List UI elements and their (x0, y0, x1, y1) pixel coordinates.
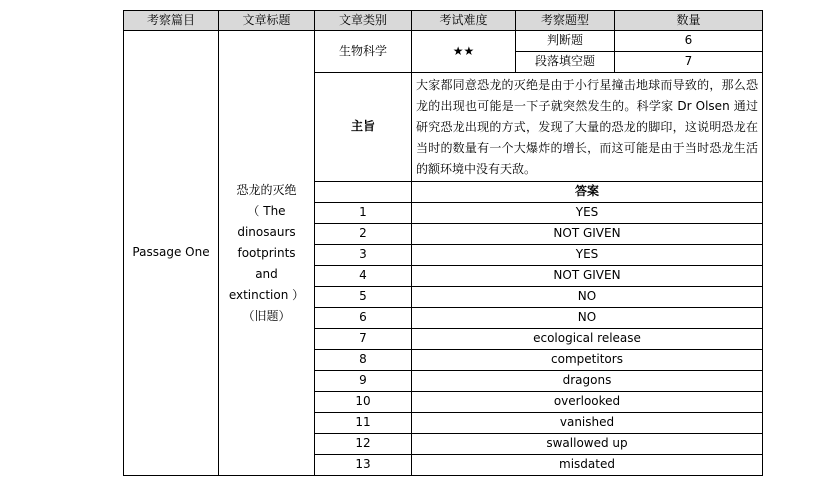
header-difficulty: 考试难度 (412, 11, 516, 31)
question-count-cell: 7 (615, 52, 763, 73)
answer-number: 10 (315, 392, 412, 413)
answer-value: dragons (412, 371, 763, 392)
answer-number: 13 (315, 455, 412, 476)
summary-text: 大家都同意恐龙的灭绝是由于小行星撞击地球而导致的，那么恐龙的出现也可能是一下子就突然发生的。科学家 Dr Olsen 通过研究恐龙出现的方式，发现了大量的恐龙的脚印，这说明恐龙在当时的数量有一个大爆炸的增长，而这可能是由于当时恐龙生活的额环境中没有天敌。 (412, 73, 763, 182)
header-passage: 考察篇目 (124, 11, 219, 31)
answer-value: vanished (412, 413, 763, 434)
answer-value: NO (412, 308, 763, 329)
answer-value: NOT GIVEN (412, 224, 763, 245)
header-count: 数量 (615, 11, 763, 31)
answer-value: YES (412, 203, 763, 224)
difficulty-cell: ★★ (412, 31, 516, 73)
answer-value: YES (412, 245, 763, 266)
answer-value: NOT GIVEN (412, 266, 763, 287)
answer-number: 1 (315, 203, 412, 224)
article-title-line: extinction ） (228, 287, 305, 302)
category-cell: 生物科学 (315, 31, 412, 73)
answers-label: 答案 (412, 182, 763, 203)
answer-number: 5 (315, 287, 412, 308)
question-count-cell: 6 (615, 31, 763, 52)
article-title-line: （ The (247, 203, 286, 218)
passage-info-table (123, 10, 763, 476)
answer-number: 2 (315, 224, 412, 245)
article-title-cell (219, 31, 315, 476)
answer-number: 12 (315, 434, 412, 455)
answer-number: 7 (315, 329, 412, 350)
header-category: 文章类别 (315, 11, 412, 31)
article-title-line: 恐龙的灭绝 (236, 182, 297, 197)
passage-cell: Passage One (124, 31, 219, 476)
answer-number: 9 (315, 371, 412, 392)
answer-value: NO (412, 287, 763, 308)
answer-number: 6 (315, 308, 412, 329)
answer-value: overlooked (412, 392, 763, 413)
question-type-cell: 段落填空题 (516, 52, 615, 73)
answer-value: misdated (412, 455, 763, 476)
answer-number: 3 (315, 245, 412, 266)
summary-label: 主旨 (315, 73, 412, 182)
article-title-line: footprints (237, 245, 296, 260)
question-type-cell: 判断题 (516, 31, 615, 52)
article-title-line: and (255, 266, 278, 281)
header-question-type: 考察题型 (516, 11, 615, 31)
table-row (124, 31, 763, 52)
answer-number: 8 (315, 350, 412, 371)
article-title-line: dinosaurs (237, 224, 296, 239)
answer-number: 4 (315, 266, 412, 287)
header-row (124, 11, 763, 31)
answer-value: competitors (412, 350, 763, 371)
answer-value: swallowed up (412, 434, 763, 455)
answer-value: ecological release (412, 329, 763, 350)
answer-number: 11 (315, 413, 412, 434)
header-article-title: 文章标题 (219, 11, 315, 31)
article-title-line: （旧题） (242, 308, 291, 323)
